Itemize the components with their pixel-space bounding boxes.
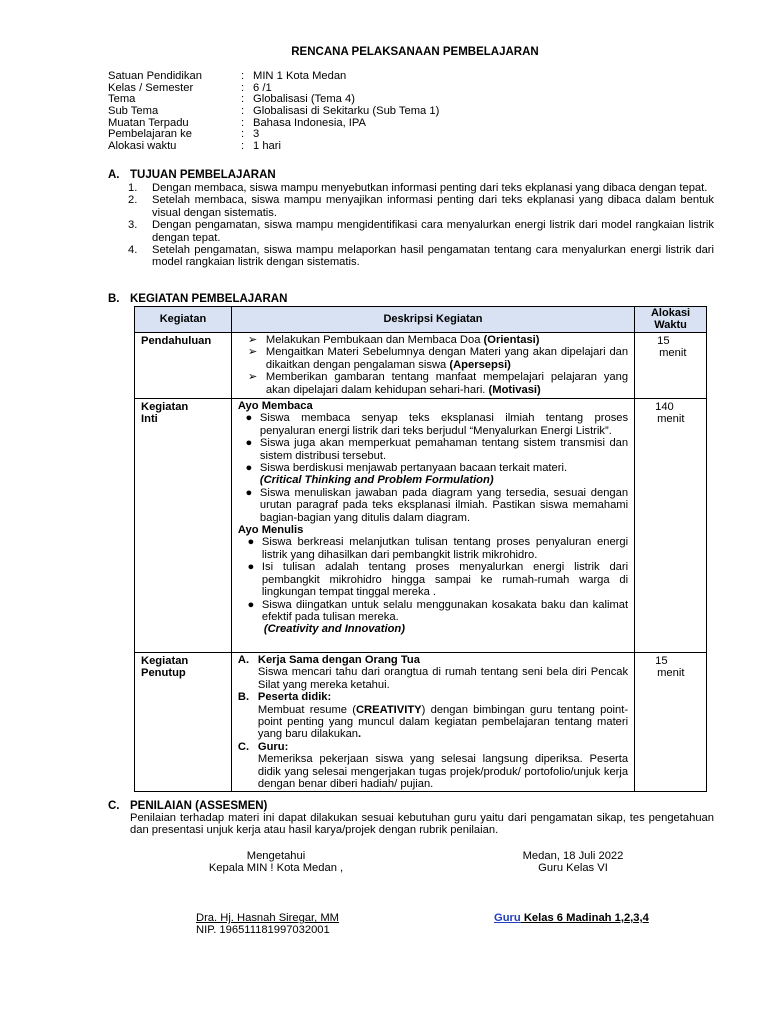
arrow-bullet-icon: ➢ [247,346,258,359]
list-item: ● Isi tulisan adalah tentang proses menyalurkan energi listrik dari pembangkit mikrohidro hingga sampai ke rumah-rumah warga di lingkungan tempat tinggal mereka . [232,561,634,598]
header-alokasi: Alokasi Waktu [635,307,707,333]
info-value: Globalisasi (Tema 4) [253,93,355,106]
info-value: Globalisasi di Sekitarku (Sub Tema 1) [253,105,440,118]
info-label: Muatan Terpadu [108,116,189,129]
penilaian-text: Penilaian terhadap materi ini dapat dilakukan sesuai kebutuhan guru yaitu dari pengamatan sikap, tes pengetahuan dan presentasi unjuk kerja atau hasil karya/projek dengan rubrik penilaian. [130,812,714,837]
signature-left-top [196,850,356,875]
inti-label: Kegiatan Inti [141,401,189,426]
info-row [108,93,439,105]
pendahuluan-satuan: menit [659,347,687,360]
bullet-icon: ● [245,486,253,499]
item-text: Dengan membaca, siswa mampu menyebutkan informasi penting dari teks ekplanasi yang dibaca dengan tepat. [152,182,708,194]
info-label: Pembelajaran ke [108,128,192,141]
info-row [108,70,439,82]
critical-thinking-label: (Critical Thinking and Problem Formulation) [259,474,494,487]
info-separator: : [241,116,245,129]
list-item: ➢ Melakukan Pembukaan dan Membaca Doa (Orientasi) [247,334,540,346]
penutup-c-text: Memeriksa pekerjaan siswa yang selesai langsung diperiksa. Peserta didik yang selesai mengerjakan tugas projek/produk/ portofolio/unjuk kerja dengan benar diberi hadiah/ pujian. [257,753,629,791]
item-number: 1. [128,182,138,194]
cell-pendahuluan-time [635,333,707,399]
kepala-name: Dra. Hj. Hasnah Siregar, MM [196,912,339,924]
inti-waktu: 140 [655,401,674,413]
kegiatan-table [134,306,707,792]
info-separator: : [241,105,245,118]
cell-pendahuluan-desc [231,333,634,399]
section-b-title: KEGIATAN PEMBELAJARAN [130,293,288,305]
guru-name: Kelas 6 Madinah 1,2,3,4 [520,912,649,924]
cell-pendahuluan-label: Pendahuluan [135,333,232,399]
info-separator: : [241,93,245,106]
info-row [108,82,439,94]
table-header-row [135,307,707,333]
row-penutup [135,653,707,792]
info-value: 3 [253,128,260,141]
list-item [128,244,714,269]
list-item: ● Siswa membaca senyap teks eksplanasi ilmiah tentang proses penyaluran energi listrik dari teks berjudul “Menyalurkan Energi Listrik”. [232,412,634,437]
row-inti [135,399,707,653]
info-label: Tema [108,93,136,106]
info-value: Bahasa Indonesia, IPA [253,116,366,129]
section-a-letter: A. [108,169,120,181]
list-item: ➢ Memberikan gambaran tentang manfaat mempelajari pelajaran yang akan dipelajari dalam kehidupan sehari-hari. (Motivasi) [247,371,629,396]
cell-penutup-label [135,653,232,792]
item-number: 3. [128,219,138,232]
header-deskripsi: Deskripsi Kegiatan [231,307,634,333]
arrow-bullet-icon: ➢ [247,371,258,384]
info-label: Alokasi waktu [108,140,177,153]
arrow-bullet-icon: ➢ [247,334,258,346]
tujuan-list [128,182,714,269]
cell-inti-time [635,399,707,653]
list-item: ● Siswa juga akan memperkuat pemahaman tentang sistem transmisi dan sistem distribusi tersebut. [232,437,634,462]
penutup-satuan: menit [657,667,685,680]
document-title: RENCANA PELAKSANAAN PEMBELAJARAN [291,46,539,58]
info-label: Kelas / Semester [108,81,194,94]
kepala-nip: NIP. 196511181997032001 [196,924,330,937]
penutup-label: Kegiatan Penutup [141,655,189,680]
section-b-heading [108,293,287,305]
section-b-letter: B. [108,293,120,305]
item-text: Setelah membaca, siswa mampu menyajikan informasi penting dari teks ekplanasi yang dibaca dalam bentuk visual dengan sistematis. [152,194,714,219]
bullet-icon: ● [247,536,255,549]
bullet-icon: ● [247,598,255,611]
date-label: Medan, 18 Juli 2022 [522,850,624,862]
info-separator: : [241,128,245,141]
row-pendahuluan [135,333,707,399]
section-a-title: TUJUAN PEMBELAJARAN [130,169,276,181]
penutup-a-text: Siswa mencari tahu dari orangtua di rumah tentang seni bela diri Pencak Silat yang mereka ketahui. [257,666,629,691]
list-item: ● Siswa menuliskan jawaban pada diagram yang tersedia, sesuai dengan urutan paragraf pada teks eksplanasi ilmiah. Pastikan siswa memahami bagian-bagian yang ditulis dalam diagram. [232,487,634,524]
section-c-heading [108,800,267,812]
list-item: ➢ Mengaitkan Materi Sebelumnya dengan Materi yang akan dipelajari dan dikaitkan dengan pengalaman siswa (Apersepsi) [247,346,629,371]
info-row [108,128,439,140]
cell-inti-desc [231,399,634,653]
signature-right-top [500,850,646,875]
bullet-icon: ● [245,437,253,450]
info-row [108,105,439,117]
list-item [128,182,714,194]
mengetahui-label: Mengetahui [246,850,306,862]
penutup-a-heading: A. Kerja Sama dengan Orang Tua [237,654,420,666]
penutup-b-text: Membuat resume (CREATIVITY) dengan bimbingan guru tentang point-point penting yang muncul dalam kegiatan pembelajaran tentang materi yang baru dilakukan. [257,703,629,741]
guru-kelas-label: Guru Kelas VI [538,862,608,875]
item-text: Dengan pengamatan, siswa mampu mengidentifikasi cara menyalurkan energi listrik dari model rangkaian listrik dengan tepat. [152,219,714,244]
info-separator: : [241,70,245,82]
penutup-waktu: 15 [655,655,668,667]
cell-inti-label [135,399,232,653]
penutup-c-heading: C. Guru: [237,740,289,753]
info-value: 1 hari [253,140,281,153]
guru-link[interactable]: Guru [494,912,521,924]
header-kegiatan: Kegiatan [135,307,232,333]
info-separator: : [241,140,245,153]
item-number: 4. [128,244,138,257]
kepala-label: Kepala MIN ! Kota Medan , [208,862,344,875]
item-number: 2. [128,194,138,207]
section-c-letter: C. [108,800,120,812]
item-text: Setelah pengamatan, siswa mampu melaporkan hasil pengamatan tentang cara menyalurkan energi listrik dari model rangkaian listrik dengan sistematis. [152,244,714,269]
section-a-heading [108,169,276,181]
list-item: ● Siswa berkreasi melanjutkan tulisan tentang proses penyaluran energi listrik yang dihasilkan dari pembangkit listrik mikrohidro. [232,536,634,561]
list-item: ● Siswa berdiskusi menjawab pertanyaan bacaan terkait materi. [232,462,634,474]
inti-satuan: menit [657,413,685,426]
list-item: ● Siswa diingatkan untuk selalu menggunakan kosakata baku dan kalimat efektif pada tulisan mereka. [232,599,634,624]
pendahuluan-waktu: 15 [657,335,670,347]
cell-penutup-time [635,653,707,792]
signature-left-bottom [196,912,339,937]
list-item [128,194,714,219]
ayo-membaca-heading: Ayo Membaca [237,400,313,412]
info-label: Satuan Pendidikan [108,70,202,82]
info-separator: : [241,81,245,94]
bullet-icon: ● [245,412,253,425]
list-item [128,219,714,244]
info-block [108,70,439,152]
bullet-icon: ● [247,561,255,574]
section-c-title: PENILAIAN (ASSESMEN) [130,800,268,812]
creativity-label: (Creativity and Innovation) [263,623,405,636]
ayo-menulis-heading: Ayo Menulis [237,524,304,537]
penutup-b-heading: B. Peserta didik: [237,691,332,704]
cell-penutup-desc [231,653,634,792]
info-value: 6 /1 [253,81,272,94]
signature-right-bottom [494,912,649,924]
info-value: MIN 1 Kota Medan [253,70,347,82]
info-label: Sub Tema [108,105,159,118]
info-row [108,140,439,152]
bullet-icon: ● [245,462,253,475]
info-row [108,117,439,129]
